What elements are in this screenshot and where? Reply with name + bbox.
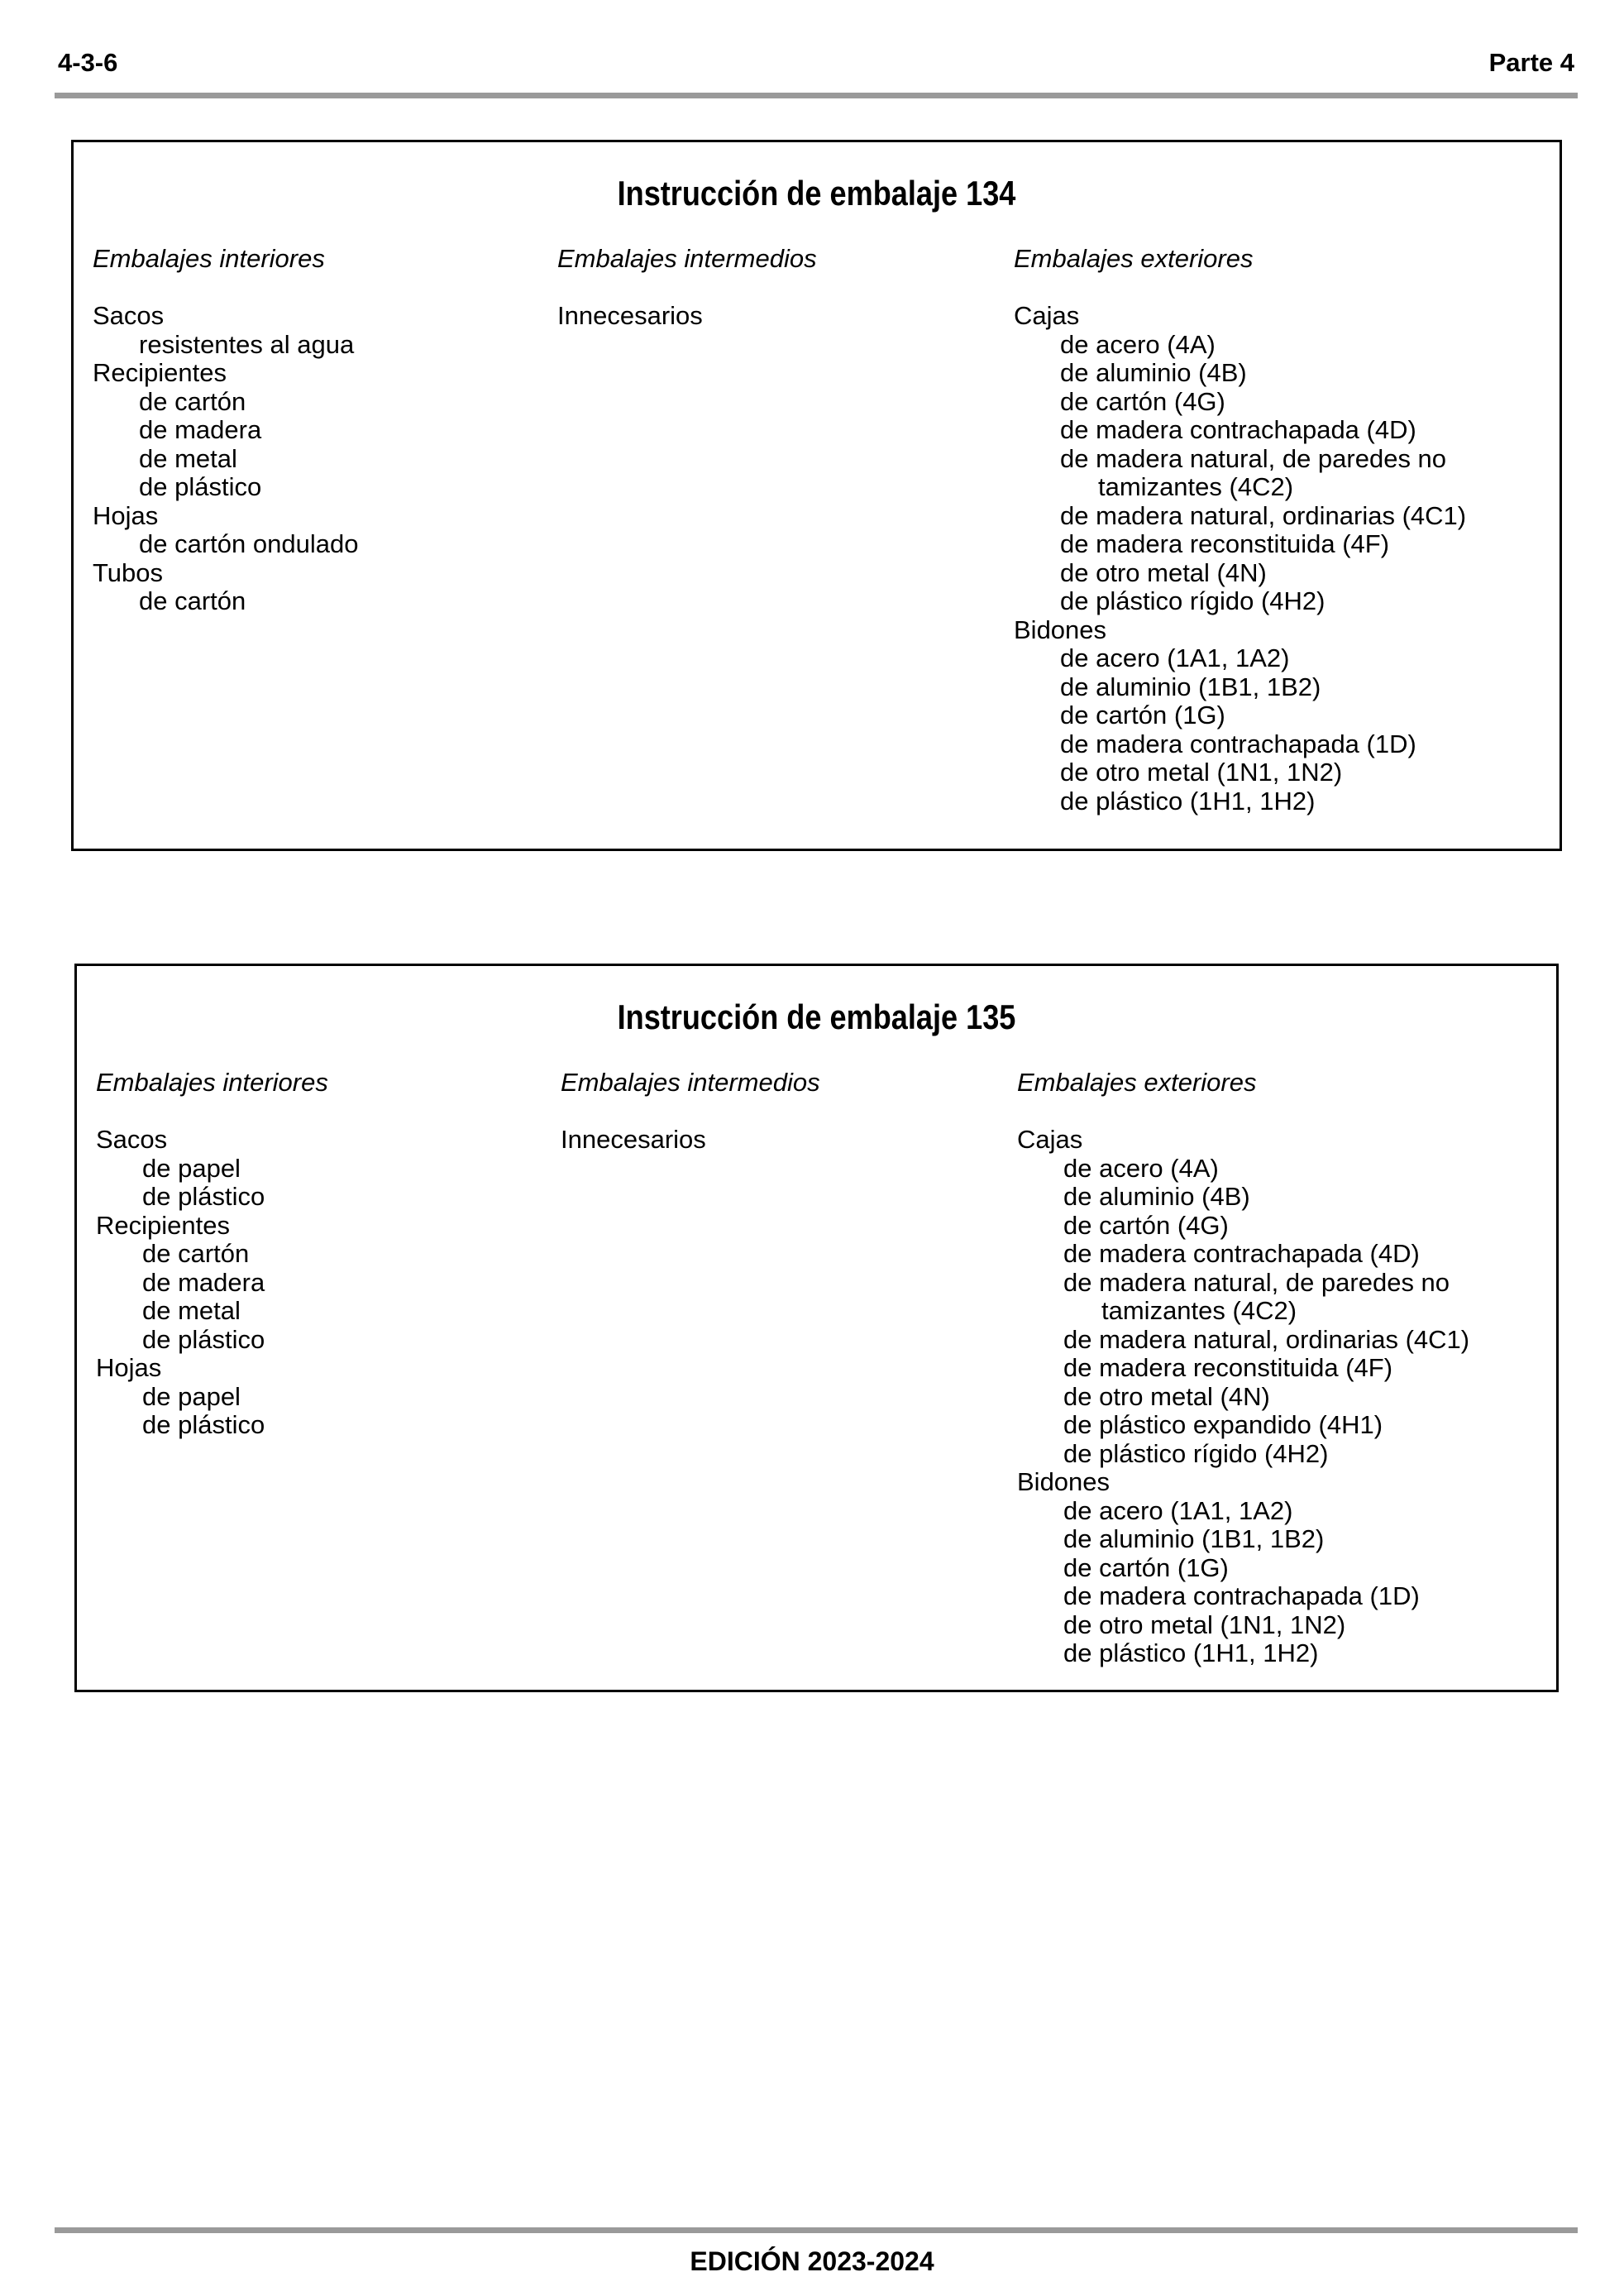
packaging-item: de cartón	[139, 586, 246, 615]
packaging-item: de plástico rígido (4H2)	[1063, 1438, 1329, 1468]
packaging-item: resistentes al agua	[139, 329, 355, 359]
packaging-item: de acero (1A1, 1A2)	[1060, 643, 1290, 672]
packaging-item: de madera natural, ordinarias (4C1)	[1060, 500, 1467, 530]
column-outer-packagings	[1014, 245, 1466, 816]
packaging-item: de acero (4A)	[1060, 329, 1216, 359]
packaging-item: de otro metal (1N1, 1N2)	[1063, 1610, 1346, 1639]
packaging-item: de cartón (1G)	[1063, 1552, 1229, 1582]
packaging-category: Innecesarios	[561, 1125, 706, 1154]
packaging-item: de acero (4A)	[1063, 1153, 1219, 1183]
packaging-list	[557, 302, 817, 331]
header-rule	[55, 93, 1578, 98]
packaging-item: de cartón (4G)	[1060, 386, 1225, 416]
packaging-item: de plástico	[142, 1410, 265, 1439]
packaging-item: de plástico	[142, 1182, 265, 1211]
packaging-item: de cartón (1G)	[1060, 701, 1225, 729]
packaging-item: tamizantes (4C2)	[1098, 472, 1294, 501]
instruction-title: Instrucción de embalaje 135	[617, 997, 1016, 1036]
packaging-category: Hojas	[96, 1353, 162, 1382]
packaging-category: Hojas	[93, 500, 159, 530]
packaging-item: de papel	[142, 1153, 241, 1183]
packaging-list	[93, 302, 358, 616]
footer-rule	[55, 2227, 1578, 2233]
packaging-category: Recipientes	[93, 358, 227, 387]
packaging-list	[1014, 302, 1466, 816]
packaging-item: de madera	[142, 1267, 265, 1297]
packaging-item: de cartón ondulado	[139, 529, 359, 558]
column-intermediate-packagings	[557, 245, 817, 331]
part-label: Parte 4	[1488, 48, 1574, 77]
packaging-item: de madera natural, de paredes no	[1063, 1267, 1450, 1297]
packaging-category: Sacos	[96, 1125, 168, 1154]
packaging-item: de cartón	[139, 386, 246, 416]
packaging-item: de acero (1A1, 1A2)	[1063, 1495, 1293, 1525]
packaging-list	[561, 1126, 820, 1155]
packaging-item: de madera	[139, 415, 262, 444]
packaging-item: de plástico (1H1, 1H2)	[1060, 786, 1316, 816]
column-heading: Embalajes intermedios	[561, 1068, 820, 1097]
column-heading: Embalajes interiores	[93, 244, 325, 273]
column-heading: Embalajes intermedios	[557, 244, 817, 273]
packaging-item: de aluminio (1B1, 1B2)	[1060, 672, 1321, 701]
packaging-item: de madera contrachapada (1D)	[1060, 729, 1416, 758]
packaging-item: de madera contrachapada (4D)	[1063, 1239, 1420, 1268]
packaging-item: de madera reconstituida (4F)	[1063, 1353, 1393, 1382]
packaging-item: de otro metal (4N)	[1063, 1381, 1270, 1411]
packaging-item: de cartón	[142, 1239, 250, 1268]
packaging-list	[96, 1126, 328, 1440]
packaging-item: de metal	[139, 443, 237, 473]
packaging-item: de papel	[142, 1381, 241, 1411]
packaging-list	[1017, 1126, 1469, 1668]
packaging-item: de madera contrachapada (4D)	[1060, 415, 1416, 444]
packaging-category: Bidones	[1014, 615, 1107, 644]
packaging-item: de cartón (4G)	[1063, 1210, 1229, 1240]
page-header	[55, 46, 1578, 79]
page-number: 4-3-6	[58, 48, 118, 77]
packaging-category: Cajas	[1014, 301, 1080, 330]
packaging-item: de plástico expandido (4H1)	[1063, 1410, 1383, 1439]
packaging-item: de aluminio (1B1, 1B2)	[1063, 1524, 1325, 1553]
column-outer-packagings	[1017, 1069, 1469, 1668]
packaging-category: Cajas	[1017, 1125, 1083, 1154]
packaging-category: Bidones	[1017, 1467, 1111, 1496]
packaging-item: de madera reconstituida (4F)	[1060, 529, 1390, 558]
packaging-item: de aluminio (4B)	[1063, 1182, 1250, 1211]
packing-instruction-135	[74, 964, 1559, 1692]
packaging-category: Innecesarios	[557, 301, 703, 330]
packaging-item: de madera natural, ordinarias (4C1)	[1063, 1324, 1470, 1354]
column-intermediate-packagings	[561, 1069, 820, 1155]
packaging-item: de metal	[142, 1296, 241, 1325]
packaging-item: de plástico	[142, 1324, 265, 1354]
column-heading: Embalajes interiores	[96, 1068, 328, 1097]
instruction-title: Instrucción de embalaje 134	[617, 174, 1016, 213]
column-inner-packagings	[96, 1069, 328, 1440]
column-heading: Embalajes exteriores	[1017, 1068, 1257, 1097]
packaging-item: tamizantes (4C2)	[1101, 1296, 1297, 1325]
packaging-item: de otro metal (4N)	[1060, 557, 1267, 587]
packaging-category: Recipientes	[96, 1210, 230, 1240]
column-inner-packagings	[93, 245, 358, 616]
packing-instruction-134	[71, 140, 1562, 851]
edition-footer: EDICIÓN 2023-2024	[690, 2246, 934, 2276]
packaging-category: Tubos	[93, 557, 164, 587]
column-heading: Embalajes exteriores	[1014, 244, 1254, 273]
packaging-category: Sacos	[93, 301, 165, 330]
packaging-item: de plástico rígido (4H2)	[1060, 586, 1325, 615]
packaging-item: de plástico (1H1, 1H2)	[1063, 1638, 1319, 1667]
packaging-item: de otro metal (1N1, 1N2)	[1060, 758, 1343, 787]
packaging-item: de madera natural, de paredes no	[1060, 443, 1447, 473]
packaging-item: de plástico	[139, 472, 262, 501]
packaging-item: de aluminio (4B)	[1060, 358, 1247, 387]
packaging-item: de madera contrachapada (1D)	[1063, 1581, 1420, 1610]
